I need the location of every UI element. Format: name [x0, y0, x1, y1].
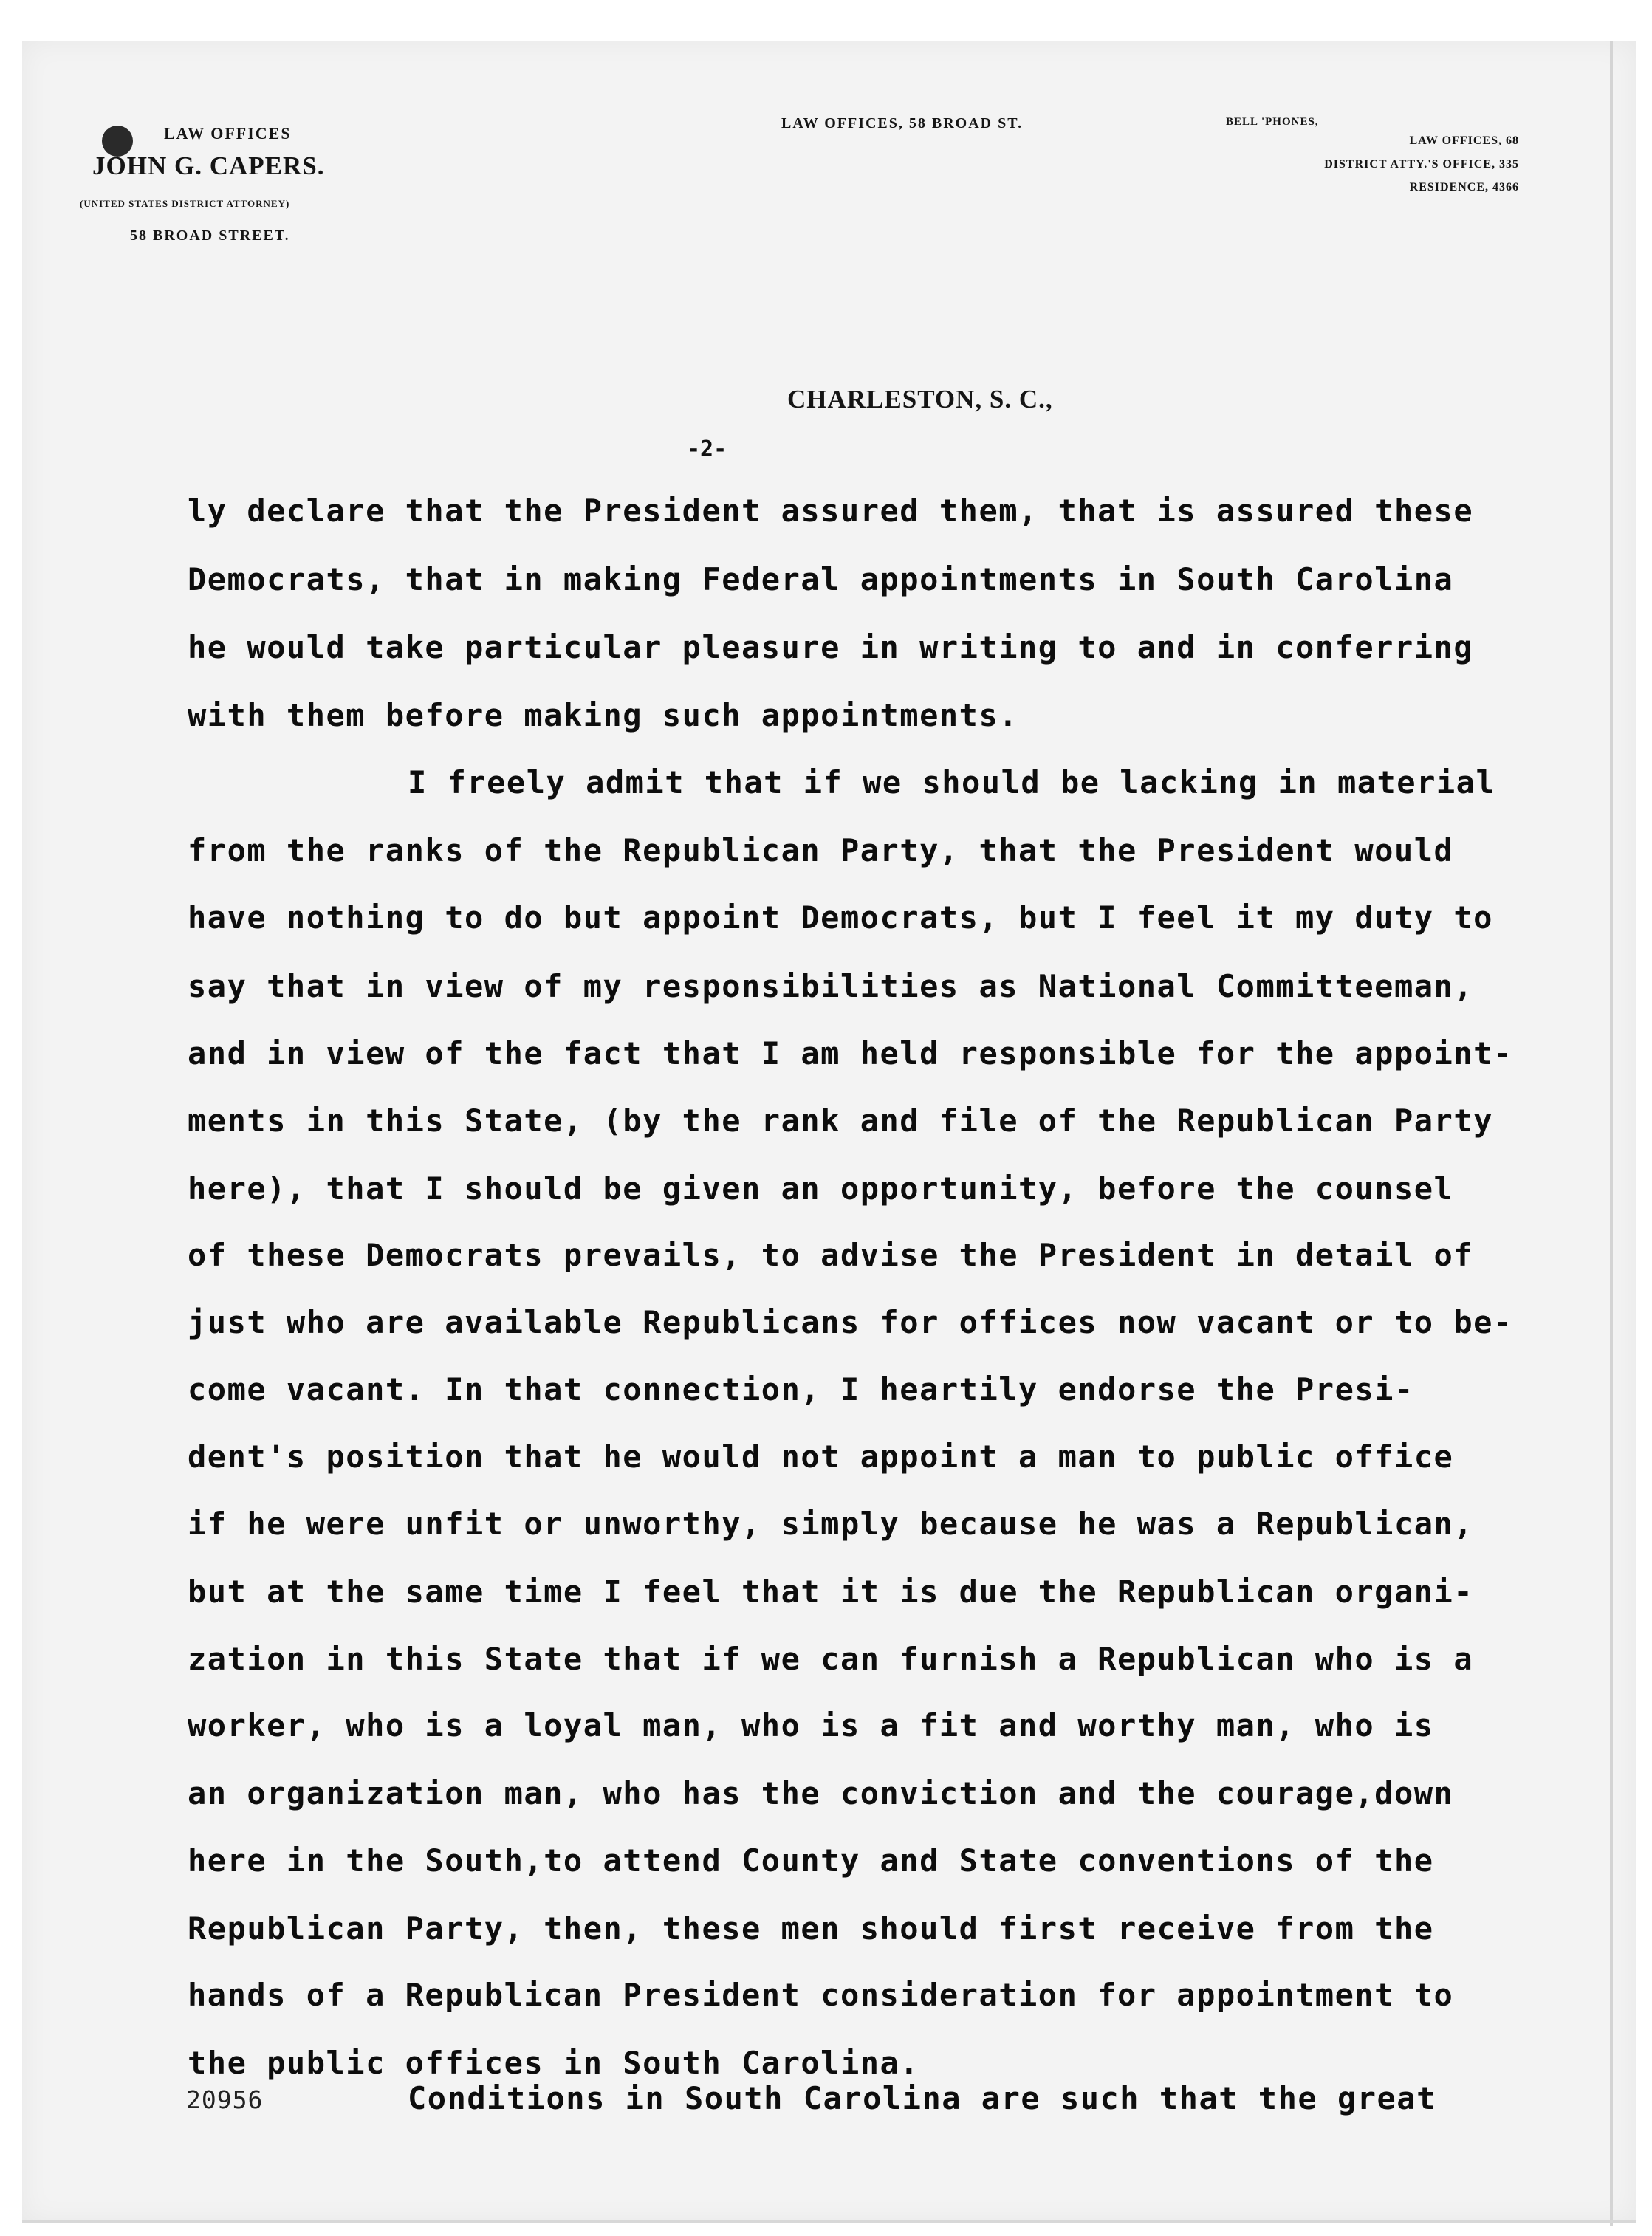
body-line: he would take particular pleasure in writing to and in conferring	[188, 629, 1474, 665]
letterhead-center-address: LAW OFFICES, 58 BROAD ST.	[781, 115, 1024, 131]
page-edge-right	[1610, 41, 1613, 2226]
body-line: if he were unfit or unworthy, simply because he was a Republican,	[188, 1506, 1474, 1542]
margin-document-number: 20956	[186, 2085, 264, 2114]
page-number: -2-	[687, 436, 727, 462]
body-line: hands of a Republican President consideration for appointment to	[188, 1977, 1454, 2013]
body-line-continued: Conditions in South Carolina are such that the great	[408, 2080, 1436, 2116]
body-line: here in the South,to attend County and State conventions of the	[188, 1842, 1434, 1879]
body-line: worker, who is a loyal man, who is a fit and worthy man, who is	[188, 1707, 1434, 1743]
letter-city: CHARLESTON, S. C.,	[787, 385, 1053, 414]
body-line: ments in this State, (by the rank and file of the Republican Party	[188, 1102, 1493, 1139]
body-line: zation in this State that if we can furnish a Republican who is a	[188, 1641, 1474, 1677]
letterhead-phones-heading: BELL 'PHONES,	[1226, 116, 1319, 128]
body-line: have nothing to do but appoint Democrats, but I feel it my duty to	[188, 899, 1493, 936]
body-line: dent's position that he would not appoint a man to public office	[188, 1438, 1454, 1475]
letterhead-phone-row: RESIDENCE, 4366	[1409, 181, 1519, 193]
letterhead-phone-row: DISTRICT ATTY.'S OFFICE, 335	[1324, 158, 1519, 171]
letterhead-phone-row: LAW OFFICES, 68	[1409, 134, 1519, 147]
body-line: and in view of the fact that I am held responsible for the appoint-	[188, 1035, 1513, 1071]
body-line: Democrats, that in making Federal appointments in South Carolina	[188, 561, 1454, 597]
body-line: the public offices in South Carolina.	[188, 2045, 920, 2081]
letterhead-law-offices: LAW OFFICES	[164, 124, 292, 143]
body-line: from the ranks of the Republican Party, that the President would	[188, 832, 1454, 868]
body-line: say that in view of my responsibilities as National Committeeman,	[188, 968, 1474, 1004]
body-line: of these Democrats prevails, to advise the President in detail of	[188, 1237, 1474, 1273]
page-edge-bottom	[22, 2220, 1636, 2223]
body-line: I freely admit that if we should be lacking in material	[408, 764, 1496, 800]
letterhead-name: JOHN G. CAPERS.	[92, 151, 325, 180]
body-line: but at the same time I feel that it is due the Republican organi-	[188, 1574, 1474, 1610]
body-line: just who are available Republicans for offices now vacant or to be-	[188, 1304, 1513, 1340]
letterhead-title: (UNITED STATES DISTRICT ATTORNEY)	[80, 198, 290, 209]
body-line: come vacant. In that connection, I heartily endorse the Presi-	[188, 1371, 1414, 1407]
body-line: Republican Party, then, these men should first receive from the	[188, 1910, 1434, 1947]
letterhead-street: 58 BROAD STREET.	[130, 227, 290, 244]
body-line: an organization man, who has the conviction and the courage,down	[188, 1775, 1454, 1811]
body-line: with them before making such appointments.	[188, 697, 1019, 733]
body-line: ly declare that the President assured them, that is assured these	[188, 493, 1474, 529]
body-line: here), that I should be given an opportunity, before the counsel	[188, 1170, 1454, 1207]
